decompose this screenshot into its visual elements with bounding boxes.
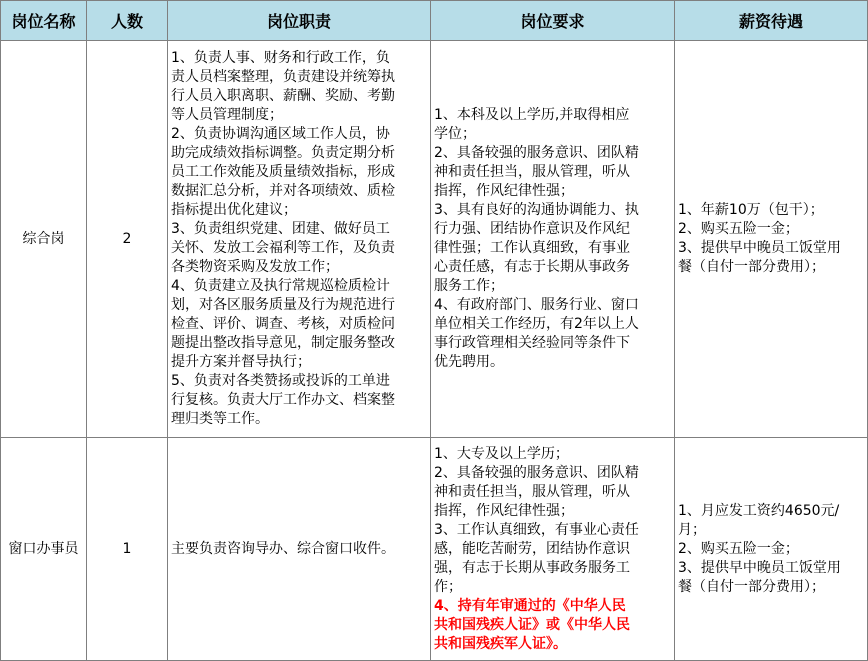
highlight-line: 4、持有年审通过的《中华人民 bbox=[434, 597, 626, 614]
cell-line: 1、本科及以上学历,并取得相应 bbox=[434, 107, 630, 123]
cell-line: 2、购买五险一金； bbox=[678, 221, 799, 237]
cell-line: 理归类等工作。 bbox=[171, 411, 269, 427]
cell-line: 事行政管理相关经验同等条件下 bbox=[434, 335, 630, 351]
table-row bbox=[1, 438, 868, 661]
salary-cell bbox=[675, 41, 868, 438]
cell-line: 等人员管理制度； bbox=[171, 107, 283, 123]
cell-line: 优先聘用。 bbox=[434, 354, 504, 370]
cell-line: 月； bbox=[678, 521, 706, 538]
cell-line: 餐（自付一部分费用）； bbox=[678, 259, 825, 275]
cell-line: 行人员入职离职、薪酬、奖励、考勤 bbox=[171, 88, 395, 104]
highlight-line: 共和国残疾人证》或《中华人民 bbox=[434, 616, 630, 633]
cell-line: 行力强、团结协作意识及作风纪 bbox=[434, 221, 630, 237]
position-name: 窗口办事员 bbox=[1, 438, 87, 661]
header-position-name: 岗位名称 bbox=[1, 1, 87, 41]
cell-line: 划，对各区服务质量及行为规范进行 bbox=[171, 297, 395, 313]
cell-line: 餐（自付一部分费用）； bbox=[678, 578, 825, 595]
cell-line: 行复核。负责大厅工作办文、档案整 bbox=[171, 392, 395, 408]
cell-line: 提升方案并督导执行； bbox=[171, 354, 311, 370]
header-row bbox=[1, 1, 868, 41]
cell-line: 3、具有良好的沟通协调能力、执 bbox=[434, 202, 639, 218]
cell-line: 员工工作效能及质量绩效指标，形成 bbox=[171, 164, 395, 180]
cell-line: 强，有志于长期从事政务服务工 bbox=[434, 559, 630, 576]
cell-line: 4、负责建立及执行常规巡检质检计 bbox=[171, 278, 390, 294]
cell-line: 单位相关工作经历，有2年以上人 bbox=[434, 316, 639, 332]
cell-line: 作； bbox=[434, 578, 462, 595]
cell-line: 3、工作认真细致，有事业心责任 bbox=[434, 521, 639, 538]
cell-line: 检查、评价、调查、考核，对质检问 bbox=[171, 316, 395, 332]
table-row bbox=[1, 41, 868, 438]
header-headcount: 人数 bbox=[87, 1, 168, 41]
cell-line: 服务工作； bbox=[434, 278, 504, 294]
header-requirements: 岗位要求 bbox=[431, 1, 675, 41]
cell-line: 指标提出优化建议； bbox=[171, 202, 297, 218]
cell-line: 学位； bbox=[434, 126, 476, 142]
salary-cell bbox=[675, 438, 868, 661]
cell-line: 神和责任担当，服从管理，听从 bbox=[434, 164, 630, 180]
cell-line: 4、有政府部门、服务行业、窗口 bbox=[434, 297, 639, 313]
cell-line: 指挥，作风纪律性强； bbox=[434, 183, 574, 199]
cell-line: 2、具备较强的服务意识、团队精 bbox=[434, 145, 639, 161]
cell-line: 各类物资采购及发放工作； bbox=[171, 259, 339, 275]
headcount: 1 bbox=[87, 438, 168, 661]
cell-line: 主要负责咨询导办、综合窗口收件。 bbox=[171, 540, 395, 557]
cell-line: 指挥，作风纪律性强； bbox=[434, 502, 574, 519]
requirements-cell bbox=[431, 41, 675, 438]
cell-line: 律性强；工作认真细致，有事业 bbox=[434, 240, 630, 256]
cell-line: 心责任感，有志于长期从事政务 bbox=[434, 259, 630, 275]
cell-line: 题提出整改指导意见，制定服务整改 bbox=[171, 335, 395, 351]
cell-line: 1、负责人事、财务和行政工作，负 bbox=[171, 50, 390, 66]
cell-line: 2、购买五险一金； bbox=[678, 540, 799, 557]
duties-cell bbox=[168, 438, 431, 661]
header-duties: 岗位职责 bbox=[168, 1, 431, 41]
cell-line: 感，能吃苦耐劳，团结协作意识 bbox=[434, 540, 630, 557]
cell-line: 3、提供早中晚员工饭堂用 bbox=[678, 559, 841, 576]
cell-line: 1、大专及以上学历； bbox=[434, 445, 569, 462]
cell-line: 1、年薪10万（包干）； bbox=[678, 202, 824, 218]
cell-line: 1、月应发工资约4650元/ bbox=[678, 502, 840, 519]
cell-line: 责人员档案整理，负责建设并统筹执 bbox=[171, 69, 395, 85]
cell-line: 5、负责对各类赞扬或投诉的工单进 bbox=[171, 373, 390, 389]
cell-line: 3、提供早中晚员工饭堂用 bbox=[678, 240, 841, 256]
headcount: 2 bbox=[87, 41, 168, 438]
highlight-line: 共和国残疾军人证》。 bbox=[434, 635, 567, 652]
requirements-cell bbox=[431, 438, 675, 661]
position-name: 综合岗 bbox=[1, 41, 87, 438]
cell-line: 2、负责协调沟通区域工作人员，协 bbox=[171, 126, 390, 142]
cell-line: 助完成绩效指标调整。负责定期分析 bbox=[171, 145, 395, 161]
cell-line: 关怀、发放工会福利等工作，及负责 bbox=[171, 240, 395, 256]
cell-line: 神和责任担当，服从管理，听从 bbox=[434, 483, 630, 500]
duties-cell bbox=[168, 41, 431, 438]
cell-line: 3、负责组织党建、团建、做好员工 bbox=[171, 221, 390, 237]
cell-line: 数据汇总分析，并对各项绩效、质检 bbox=[171, 183, 395, 199]
header-salary: 薪资待遇 bbox=[675, 1, 868, 41]
cell-line: 2、具备较强的服务意识、团队精 bbox=[434, 464, 639, 481]
